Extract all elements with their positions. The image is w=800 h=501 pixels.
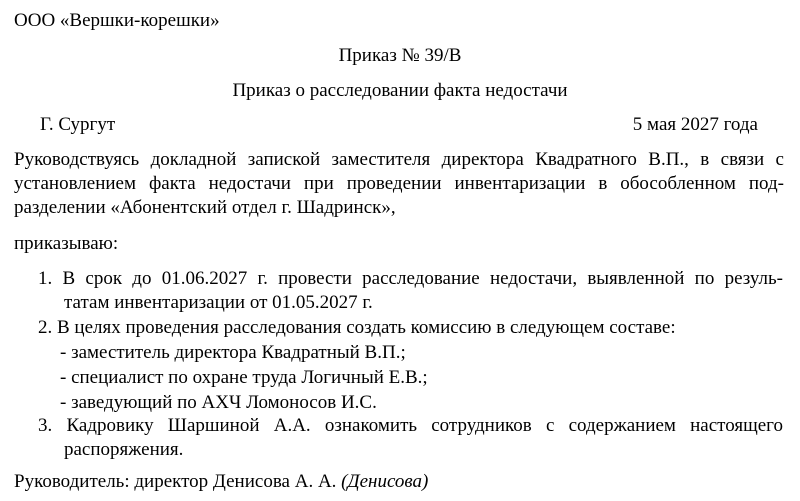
order-item-line: 2. В целях проведения расследования создать комиссию в следующем составе: xyxy=(38,317,676,338)
order-word: приказываю: xyxy=(14,233,119,254)
order-item-line: татам инвентаризации от 01.05.2027 г. xyxy=(64,292,373,313)
order-item-1 xyxy=(38,267,783,315)
order-item-line: 3. Кадровику Шаршиной А.А. ознакомить сотрудников с содержанием настоящего xyxy=(38,415,783,436)
order-item-2 xyxy=(38,316,783,340)
order-item-line: 1. В срок до 01.06.2027 г. провести расследование недостачи, выявленной по резуль- xyxy=(38,268,783,289)
signature-label: Руководитель: директор Денисова А. А. xyxy=(14,471,342,492)
preamble-line: Руководствуясь докладной запиской заместителя директора Квадратного В.П., в связи с xyxy=(14,149,784,170)
order-item-line: распоряжения. xyxy=(64,439,184,460)
commission-member: - заместитель директора Квадратный В.П.; xyxy=(60,342,406,363)
order-number: Приказ № 39/В xyxy=(338,45,462,66)
signature-block xyxy=(14,470,428,494)
order-date: 5 мая 2027 года xyxy=(632,114,758,135)
organization-name: ООО «Вершки-корешки» xyxy=(14,10,220,31)
order-item-3 xyxy=(38,414,783,462)
preamble-paragraph xyxy=(14,148,784,220)
preamble-line: разделении «Абонентский отдел г. Шадринск», xyxy=(14,197,396,218)
signature-name: (Денисова) xyxy=(341,471,429,492)
preamble-line: установлением факта недостачи при проведении инвентаризации в обособленном под- xyxy=(14,173,784,194)
commission-member: - заведующий по АХЧ Ломоносов И.С. xyxy=(60,392,377,413)
order-city: Г. Сургут xyxy=(40,114,116,135)
commission-member: - специалист по охране труда Логичный Е.В.; xyxy=(60,367,428,388)
order-title: Приказ о расследовании факта недостачи xyxy=(232,80,568,101)
